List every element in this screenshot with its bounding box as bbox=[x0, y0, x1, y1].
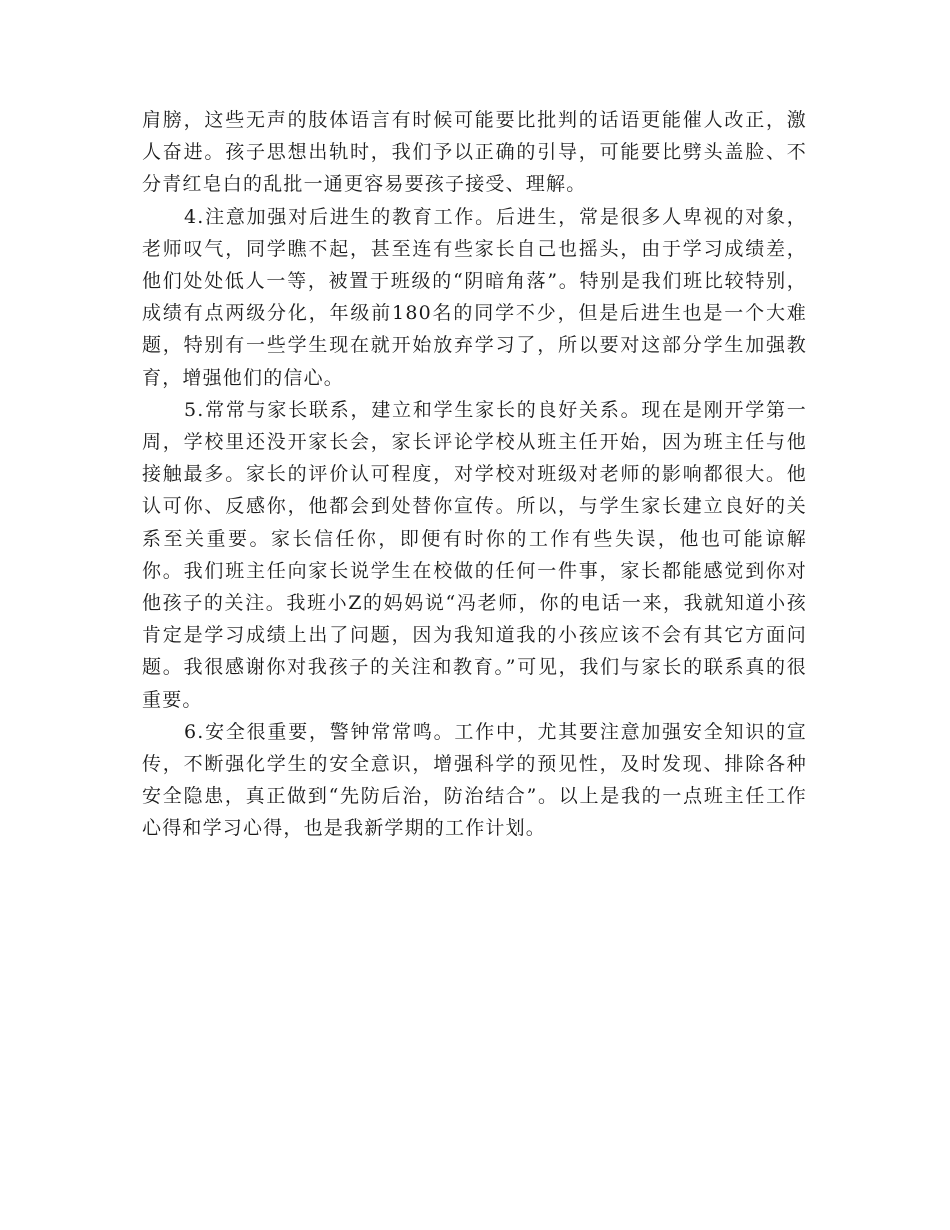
paragraph-item-6: 6.安全很重要，警钟常常鸣。工作中，尤其要注意加强安全知识的宣传，不断强化学生的安全意识，增强科学的预见性，及时发现、排除各种安全隐患，真正做到“先防后治，防治结合”。以上是我的一点班主任工作心得和学习心得，也是我新学期的工作计划。 bbox=[142, 720, 807, 840]
document-body bbox=[142, 104, 807, 845]
paragraph-item-5: 5.常常与家长联系，建立和学生家长的良好关系。现在是刚开学第一周，学校里还没开家长会，家长评论学校从班主任开始，因为班主任与他接触最多。家长的评价认可程度，对学校对班级对老师的影响都很大。他认可你、反感你，他都会到处替你宣传。所以，与学生家长建立良好的关系至关重要。家长信任你，即便有时你的工作有些失误，他也可能谅解你。我们班主任向家长说学生在校做的任何一件事，家长都能感觉到你对他孩子的关注。我班小Z的妈妈说“冯老师，你的电话一来，我就知道小孩肯定是学习成绩上出了问题，因为我知道我的小孩应该不会有其它方面问题。我很感谢你对我孩子的关注和教育。”可见，我们与家长的联系真的很重要。 bbox=[142, 398, 807, 711]
paragraph-continuation: 肩膀，这些无声的肢体语言有时候可能要比批判的话语更能催人改正，激人奋进。孩子思想出轨时，我们予以正确的引导，可能要比劈头盖脸、不分青红皂白的乱批一通更容易要孩子接受、理解。 bbox=[142, 109, 807, 196]
paragraph-item-4: 4.注意加强对后进生的教育工作。后进生，常是很多人卑视的对象，老师叹气，同学瞧不起，甚至连有些家长自己也摇头，由于学习成绩差，他们处处低人一等，被置于班级的“阴暗角落”。特别是我们班比较特别，成绩有点两级分化，年级前180名的同学不少，但是后进生也是一个大难题，特别有一些学生现在就开始放弃学习了，所以要对这部分学生加强教育，增强他们的信心。 bbox=[142, 205, 807, 389]
